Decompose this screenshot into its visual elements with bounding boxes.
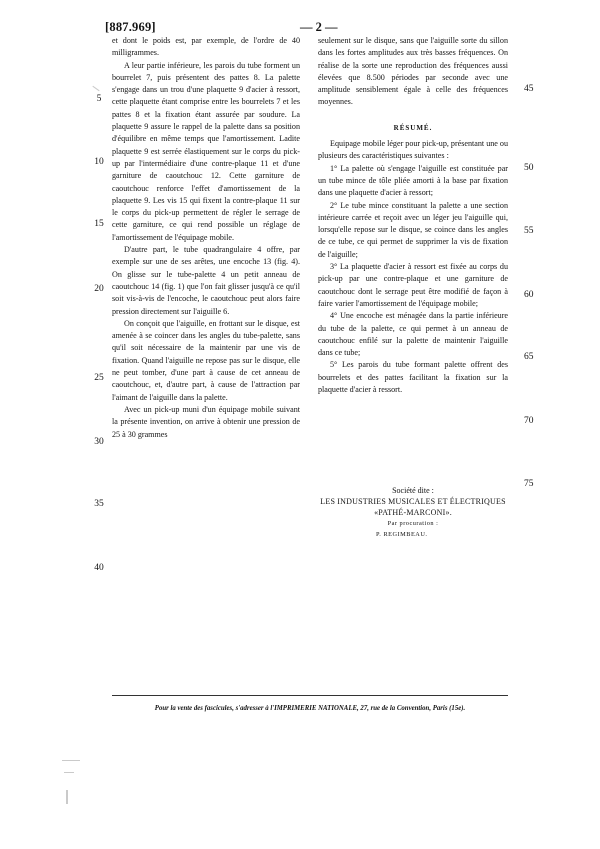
- footer-rule: [112, 695, 508, 696]
- patent-number: [887.969]: [105, 20, 156, 34]
- claim-4: 4° Une encoche est ménagée dans la partie inférieure du tube de la palette, ce qui permet à un anneau de caoutchouc enfilé sur la palette de maintenir l'aiguille dans ce tube;: [318, 311, 508, 358]
- line-number-10: 10: [94, 157, 104, 167]
- footer-notice: Pour la vente des fascicules, s'adresser à l'IMPRIMERIE NATIONALE, 27, rue de la Convention, Paris (15e).: [154, 705, 466, 712]
- line-number-60: 60: [524, 290, 534, 300]
- line-number-65: 65: [524, 352, 534, 362]
- scan-mark: [66, 790, 68, 804]
- line-number-25: 25: [94, 373, 104, 383]
- line-number-70: 70: [524, 416, 534, 426]
- claim-2: 2° Le tube mince constituant la palette a une section intérieure carrée et reçoit avec un léger jeu l'aiguille qui, lorsqu'elle repose sur le disque, se coince dans les angles de ce tube, ce qui permet de supprimer la vis de fixation de l'aiguille;: [318, 200, 508, 259]
- claim-3: 3° La plaquette d'acier à ressort est fixée au corps du pick-up par une contre-plaque et une garniture de caoutchouc dont le serrage peut être modifié de façon à faire varier l'amortissement de l'équipage mobile;: [318, 262, 508, 308]
- page-number: — 2 —: [300, 20, 338, 34]
- left-paragraph-5: Avec un pick-up muni d'un équipage mobile suivant la présente invention, on arrive à obtenir une pression de 25 à 30 grammes: [112, 404, 300, 439]
- societe-label: Société dite :: [392, 486, 434, 495]
- company-name: LES INDUSTRIES MUSICALES ET ÉLECTRIQUES: [320, 497, 506, 506]
- resume-heading: RÉSUMÉ.: [393, 123, 433, 132]
- line-number-30: 30: [94, 437, 104, 447]
- line-number-20: 20: [94, 284, 104, 294]
- line-number-40: 40: [94, 563, 104, 573]
- line-number-55: 55: [524, 226, 534, 236]
- line-number-15: 15: [94, 219, 104, 229]
- left-paragraph-3: D'autre part, le tube quadrangulaire 4 offre, par exemple sur une de ses arêtes, une encoche 13 (fig. 4). On glisse sur le tube-palette 4 un petit anneau de caoutchouc 14 (fig. 1) que l'on fait glisser jusqu'à ce qu'il soit vis-à-vis de l'encoche, le caoutchouc peut alors faire pression directement sur l'aiguille 6.: [112, 245, 300, 316]
- left-text-column: [112, 35, 300, 441]
- line-number-35: 35: [94, 499, 104, 509]
- company-brand: «PATHÉ-MARCONI».: [374, 508, 452, 517]
- left-paragraph-4: On conçoit que l'aiguille, en frottant sur le disque, est amenée à se coincer dans les angles du tube-palette, sans qu'il soit nécessaire de la maintenir par une vis de fixation. Quand l'aiguille ne repose pas sur le disque, elle ne peut tomber, d'une part à cause de cet anneau de caoutchouc, et, d'autre part, à cause de l'attraction par l'aimant de l'aiguille dans la palette.: [112, 318, 300, 402]
- procuration-label: Par procuration :: [387, 520, 439, 527]
- line-number-45: 45: [524, 84, 534, 94]
- line-number-75: 75: [524, 479, 534, 489]
- claim-1: 1° La palette où s'engage l'aiguille est constituée par un tube mince de tôle pliée amorti à la base par fixation dans une plaquette d'acier à ressort;: [318, 163, 508, 198]
- resume-intro: Equipage mobile léger pour pick-up, présentant une ou plusieurs des caractéristiques suivantes :: [318, 139, 509, 161]
- left-paragraph-1: et dont le poids est, par exemple, de l'ordre de 40 milligrammes.: [112, 36, 300, 58]
- signature-block: [318, 485, 508, 540]
- scan-mark: [92, 86, 99, 91]
- agent-name: P. REGIMBEAU.: [376, 531, 428, 538]
- claim-5: 5° Les parois du tube formant palette offrent des bourrelets et des pattes facilitant la fixation sur la plaquette d'acier à ressort.: [318, 360, 508, 395]
- left-paragraph-2: A leur partie inférieure, les parois du tube forment un bourrelet 7, puis présentent des pattes 8. La palette s'engage dans un trou d'une plaquette 9 d'acier à ressort, cette plaquette étant comprise entre les bourrelets 7 et les pattes 8 et la fixation étant assurée par soudure. La plaquette 9 assure le rappel de la palette dans sa position d'équilibre en même temps que l'amortissement. Ladite plaquette 9 est serrée élastiquement sur le corps du pick-up par l'intermédiaire d'une contre-plaque 11 et d'une garniture de caoutchouc 12. Cette garniture de caoutchouc renforce l'effet d'amortissement de la plaquette 9. Les vis 15 qui fixent la contre-plaque 11 sur le corps du pick-up permettent de régler le serrage de cette garniture, ce qui rend possible un réglage de l'amortissement de l'équipage mobile.: [112, 60, 300, 242]
- right-text-column: [318, 35, 508, 396]
- scan-mark: [64, 772, 74, 773]
- line-number-50: 50: [524, 163, 534, 173]
- right-intro-paragraph: seulement sur le disque, sans que l'aiguille sorte du sillon dans les fortes amplitudes aux très basses fréquences. On réalise de la sorte une reproduction des fréquences aussi élevées que 8.500 périodes par seconde avec une amplitude sensiblement égale à celle des fréquences moyennes.: [318, 36, 508, 107]
- scan-mark: [62, 760, 80, 761]
- line-number-5: 5: [96, 94, 102, 104]
